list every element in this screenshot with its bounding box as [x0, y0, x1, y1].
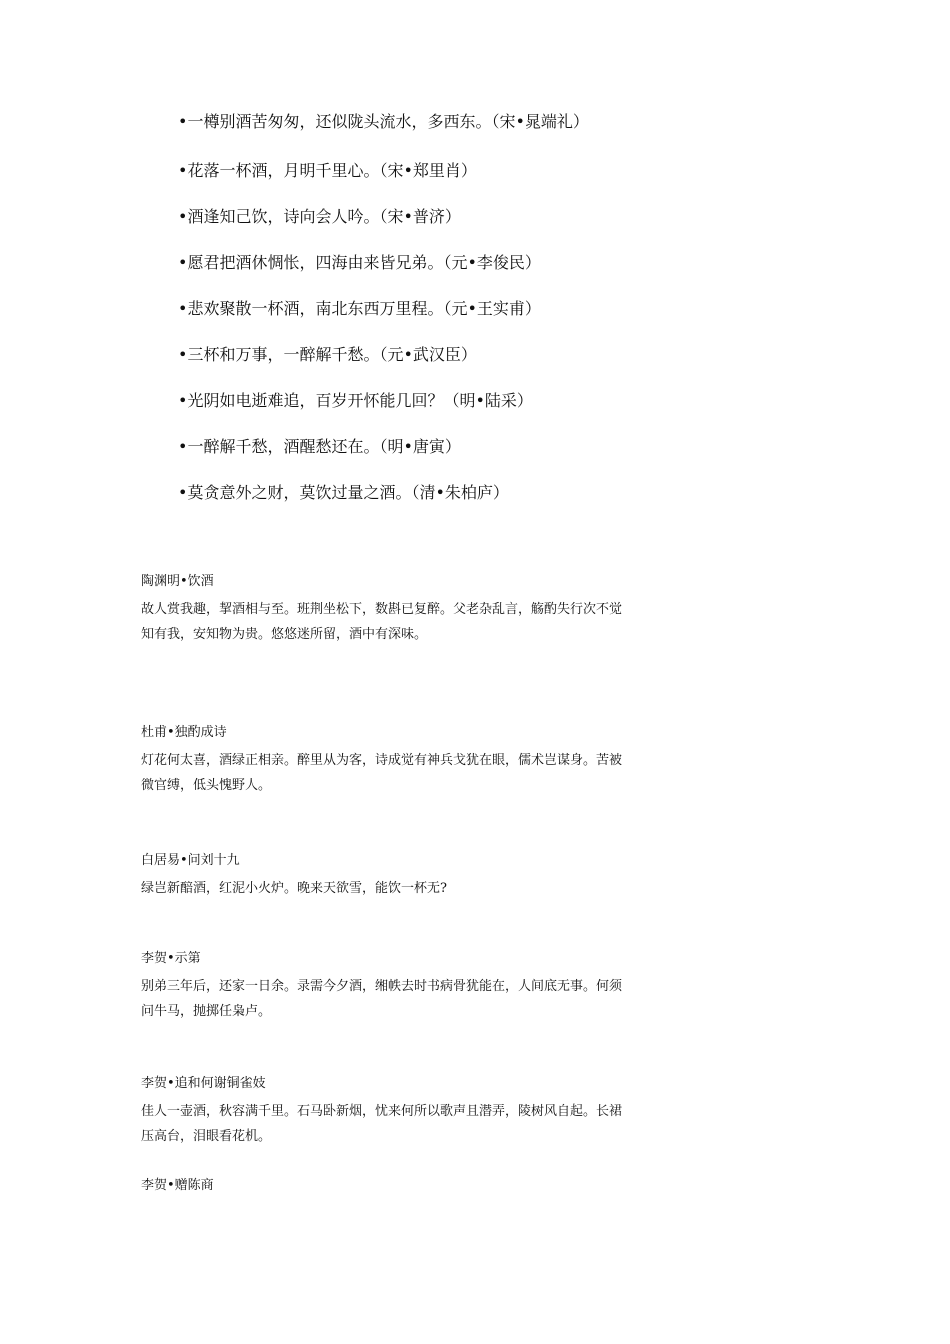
- poem-line: 压高台，泪眼看花机。: [141, 1129, 272, 1144]
- poem-title: 杜甫•独酌成诗: [141, 725, 227, 740]
- poem-line: 知有我，安知物为贵。悠悠迷所留，酒中有深味。: [141, 627, 428, 642]
- poem-body: [141, 1099, 661, 1149]
- quote-item: •酒逢知己饮，诗向会人吟。（宋•普济）: [178, 207, 461, 226]
- poem-line: 微官缚，低头愧野人。: [141, 778, 272, 793]
- poem-title: 白居易•问刘十九: [141, 853, 240, 868]
- poem-li-he-tongque: [141, 1075, 661, 1149]
- poem-line: 问牛马，抛掷任枭卢。: [141, 1004, 272, 1019]
- poem-body: [141, 748, 661, 798]
- quote-list: [178, 112, 878, 529]
- quote-item: •莫贪意外之财，莫饮过量之酒。（清•朱柏庐）: [178, 483, 509, 502]
- quote-item: •一樽别酒苦匆匆，还似陇头流水，多西东。（宋•晁端礼）: [178, 112, 589, 131]
- poem-line: 灯花何太喜，酒绿正相亲。醉里从为客，诗成觉有神兵戈犹在眼，儒术岂谋身。苦被: [141, 753, 623, 768]
- poem-line: 佳人一壶酒，秋容满千里。石马卧新烟，忧来何所以歌声且潜弄，陵树风自起。长裙: [141, 1104, 623, 1119]
- poem-bai-juyi-wen-liu: [141, 852, 661, 901]
- poem-title: 陶渊明•饮酒: [141, 574, 214, 589]
- poem-title: 李贺•示第: [141, 951, 201, 966]
- poem-li-he-zeng-chenshang: [141, 1177, 661, 1201]
- poem-du-fu-duzhuo: [141, 724, 661, 798]
- poem-line: 绿岂新醅酒，红泥小火炉。晚来天欲雪，能饮一杯无?: [141, 881, 447, 896]
- quote-item: •悲欢聚散一杯酒，南北东西万里程。（元•王实甫）: [178, 299, 541, 318]
- poem-title: 李贺•追和何谢铜雀妓: [141, 1076, 266, 1091]
- quote-item: •愿君把酒休惆怅，四海由来皆兄弟。（元•李俊民）: [178, 253, 541, 272]
- poem-li-he-shidi: [141, 950, 661, 1024]
- poem-tao-yuanming-yinjiu: [141, 573, 661, 647]
- poem-title: 李贺•赠陈商: [141, 1178, 214, 1193]
- quote-item: •光阴如电逝难追，百岁开怀能几回？（明•陆采）: [178, 391, 533, 410]
- quote-item: •三杯和万事，一醉解千愁。（元•武汉臣）: [178, 345, 477, 364]
- poem-body: [141, 597, 661, 647]
- poem-body: [141, 876, 661, 901]
- poem-line: 故人赏我趣，挈酒相与至。班荆坐松下，数斟已复醉。父老杂乱言，觞酌失行次不觉: [141, 602, 623, 617]
- quote-item: •一醉解千愁，酒醒愁还在。（明•唐寅）: [178, 437, 461, 456]
- poem-line: 别弟三年后，还家一日余。录需今夕酒，缃帙去时书病骨犹能在，人间底无事。何须: [141, 979, 623, 994]
- quote-item: •花落一杯酒，月明千里心。（宋•郑里肖）: [178, 161, 477, 180]
- poem-body: [141, 974, 661, 1024]
